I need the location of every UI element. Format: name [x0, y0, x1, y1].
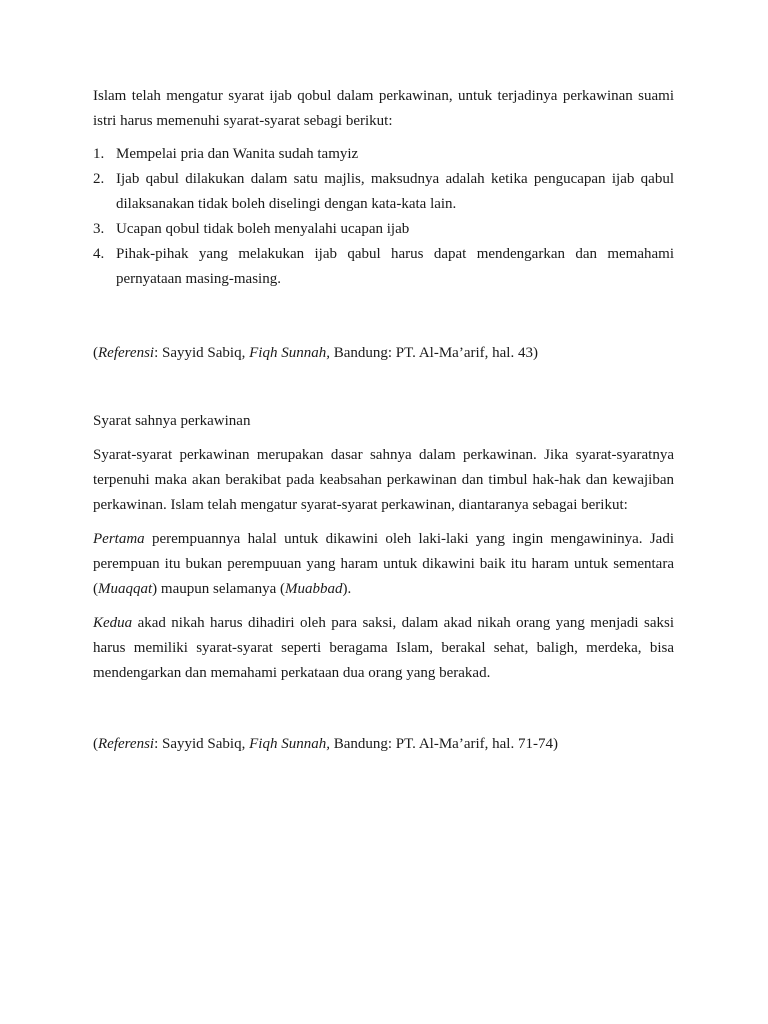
- ref-open-paren: (: [93, 345, 98, 361]
- ref-publisher: Bandung: PT. Al-Ma’arif, hal. 43): [329, 345, 538, 361]
- ref-book-title: Fiqh Sunnah,: [249, 345, 330, 361]
- term-muaqqat: Muaqqat: [98, 581, 153, 597]
- term-muabbad: Muabbad: [285, 581, 343, 597]
- document-body: [93, 84, 674, 757]
- paragraph-kedua: [93, 611, 674, 686]
- intro-paragraph: Islam telah mengatur syarat ijab qobul dalam perkawinan, untuk terjadinya perkawinan suami istri harus memenuhi syarat-syarat sebagi berikut:: [93, 88, 674, 129]
- paragraph-pertama: [93, 527, 674, 602]
- paragraph-lead: Kedua: [93, 615, 133, 631]
- ref-label: Referensi: [98, 736, 155, 752]
- list-item: [93, 142, 674, 167]
- paragraph-text: perempuannya halal untuk dikawini oleh laki-laki yang ingin mengawininya. Jadi perempuan itu bukan perempuuan yang haram untuk dikawini baik itu haram untuk sementara (: [93, 531, 674, 597]
- ref-open-paren: (: [93, 736, 98, 752]
- reference-citation-2: [93, 732, 674, 757]
- paragraph-text: akad nikah harus dihadiri oleh para saksi, dalam akad nikah orang yang menjadi saksi harus memiliki syarat-syarat seperti beragama Islam, berakal sehat, baligh, merdeka, bisa mendengarkan dan memahami perkataan dua orang yang berakad.: [93, 615, 674, 681]
- list-text: Mempelai pria dan Wanita sudah tamyiz: [116, 146, 359, 162]
- list-text: Ucapan qobul tidak boleh menyalahi ucapan ijab: [116, 221, 410, 237]
- requirements-list: [93, 142, 674, 292]
- ref-author: : Sayyid Sabiq,: [154, 736, 250, 752]
- list-number: 4.: [93, 246, 105, 262]
- ref-book-title: Fiqh Sunnah,: [249, 736, 330, 752]
- paragraph-text: ).: [342, 581, 352, 597]
- list-item: [93, 242, 674, 292]
- ref-author: : Sayyid Sabiq,: [154, 345, 250, 361]
- section-heading: Syarat sahnya perkawinan: [93, 413, 251, 429]
- paragraph-lead: Pertama: [93, 531, 145, 547]
- paragraph-text: ) maupun selamanya (: [152, 581, 286, 597]
- list-item: [93, 217, 674, 242]
- paragraph-definition: Syarat-syarat perkawinan merupakan dasar sahnya dalam perkawinan. Jika syarat-syaratnya terpenuhi maka akan berakibat pada keabsahan perkawinan dan timbul hak-hak dan kewajiban perkawinan. Islam telah mengatur syarat-syarat perkawinan, diantaranya sebagai berikut:: [93, 447, 674, 513]
- ref-label: Referensi: [98, 345, 155, 361]
- list-text: Pihak-pihak yang melakukan ijab qabul harus dapat mendengarkan dan memahami pernyataan masing-masing.: [116, 246, 674, 287]
- list-number: 1.: [93, 146, 105, 162]
- list-number: 2.: [93, 171, 105, 187]
- list-text: Ijab qabul dilakukan dalam satu majlis, maksudnya adalah ketika pengucapan ijab qabul dilaksanakan tidak boleh diselingi dengan kata-kata lain.: [116, 171, 674, 212]
- reference-citation-1: [93, 341, 674, 366]
- ref-publisher: Bandung: PT. Al-Ma’arif, hal. 71-74): [329, 736, 558, 752]
- list-item: [93, 167, 674, 217]
- list-number: 3.: [93, 221, 105, 237]
